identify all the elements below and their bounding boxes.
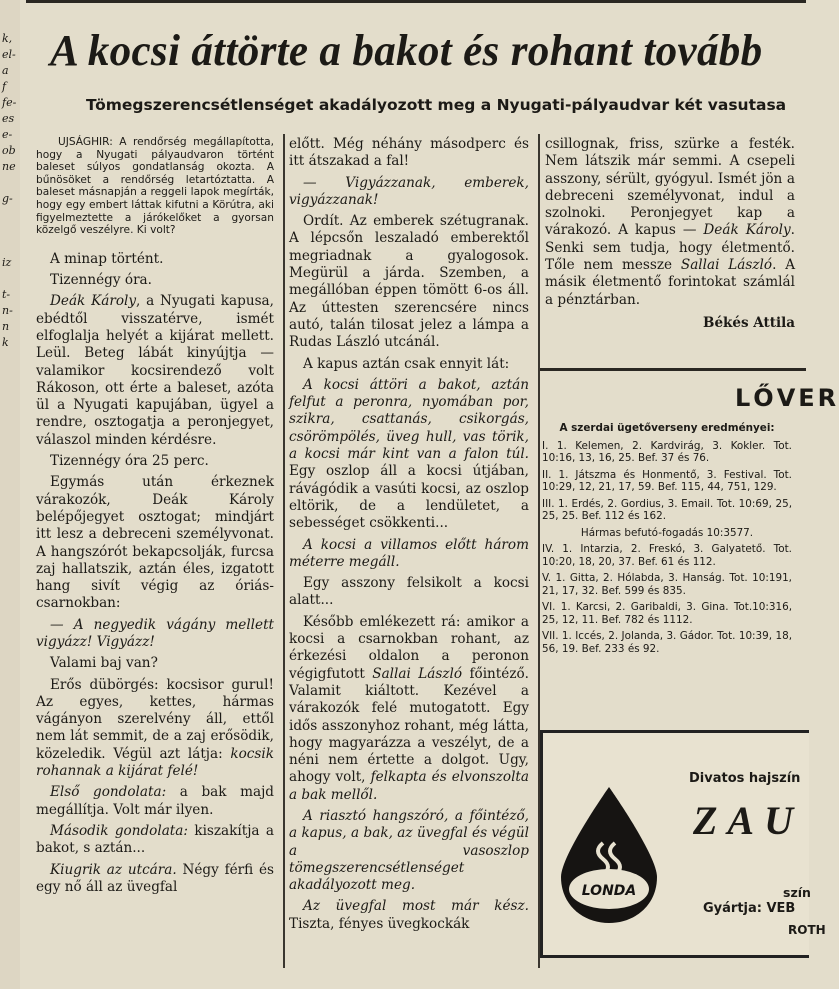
body-text: Tiszta, fényes üvegkockák xyxy=(289,915,470,932)
paragraph xyxy=(289,614,529,804)
paragraph xyxy=(36,862,274,897)
body-text: Erős dübörgés: kocsisor gurul! Az egyes, kettes, hármas vágányon szerelvény áll, ettől nem lát semmit, de a zaj erősödik, közeledik. Végül azt látja: xyxy=(36,676,274,762)
margin-fragment: k, xyxy=(2,32,13,45)
paragraph xyxy=(36,272,274,289)
emphasis-text: — Vigyázzanak, emberek, vigyázzanak! xyxy=(289,174,529,208)
body-text: előtt. Még néhány másodperc és itt átszakad a fal! xyxy=(289,136,529,170)
emphasis-text: kocsik rohannak a kijárat felé! xyxy=(36,745,274,780)
margin-fragment: f xyxy=(2,80,7,93)
emphasis-text: Kiugrik az utcára. xyxy=(50,861,177,878)
paragraph xyxy=(36,784,274,819)
body-text: Ordít. Az emberek szétugranak. A lépcsőn leszaladó emberektől megriadnak a gyalogosok. Megürül a járda. Szemben, a megállóban éppen tömött 6-os áll. Az úttesten szerencsére nincs autó, talán tilosat jelez a lámpa a Rudas László utcánál. xyxy=(289,213,529,351)
margin-fragment: ne xyxy=(2,160,16,173)
emphasis-text: Sallai László xyxy=(372,665,463,682)
section-rule xyxy=(540,368,806,371)
paragraph xyxy=(36,293,274,449)
paragraph xyxy=(36,453,274,470)
margin-fragment: a xyxy=(2,64,9,77)
body-text: a bak majd megállítja. Volt már ilyen. xyxy=(36,784,274,818)
top-rule xyxy=(26,0,806,3)
paragraph xyxy=(36,617,274,652)
emphasis-text: A kocsi áttöri a bakot, aztán felfut a peronra, nyomában por, szikra, csattanás, csikorgás, csörömpölés, üveg hull, vas törik, a kocsi már kint van a falon túl. xyxy=(289,376,529,463)
paragraph xyxy=(545,136,795,309)
emphasis-text: Első gondolata: xyxy=(50,784,167,801)
emphasis-text: Deák Károly xyxy=(703,222,791,239)
body-text: A kapus aztán csak ennyit lát: xyxy=(303,355,510,372)
race-result: Hármas befutó-fogadás 10:3577. xyxy=(580,526,754,539)
body-text: Egy oszlop áll a kocsi útjában, rávágódik a vasúti kocsi, az oszlop eltörik, de a lendületet, a sebességet csökkenti... xyxy=(289,463,529,532)
margin-fragment: e- xyxy=(2,128,13,141)
left-margin-strip xyxy=(0,0,20,989)
race-result: I. 1. Kelemen, 2. Kardvirág, 3. Kokler. Tot. 10:16, 13, 16, 25. Bef. 37 és 76. xyxy=(542,439,792,464)
emphasis-text: Sallai László xyxy=(680,257,773,274)
paragraph xyxy=(36,677,274,781)
emphasis-text: Deák Károly xyxy=(50,293,137,310)
margin-fragment: fe- xyxy=(2,96,17,109)
racing-intro: A szerdai ügetőverseny eredményei: xyxy=(559,422,775,434)
ad-tagline: Divatos hajszín xyxy=(689,771,801,786)
body-text: . A másik életmentő forintokat számlál a pénztárban. xyxy=(545,257,796,308)
ad-szin: szín xyxy=(783,885,811,900)
race-result: IV. 1. Intarzia, 2. Freskó, 3. Galyatető. Tot. 10:20, 18, 20, 37. Bef. 61 és 112. xyxy=(542,543,792,568)
ad-maker: Gyártja: VEB xyxy=(703,901,796,916)
column-1-body xyxy=(36,251,274,896)
margin-fragment: ob xyxy=(2,144,16,157)
subheadline: Tömegszerencsétlenséget akadályozott meg a Nyugati-pályaudvar két vasutasa xyxy=(86,96,787,114)
body-text: csillognak, friss, szürke a festék. Nem látszik már semmi. A csepeli asszony, sérült, gyógyul. Ismét jön a debreceni személyvonat, indul a szolnoki. Peronjegyet kap a várakozó. A kapus — xyxy=(545,136,795,239)
paragraph xyxy=(36,474,274,612)
headline: A kocsi áttörte a bakot és rohant tovább xyxy=(50,26,763,75)
londa-drop-logo-icon xyxy=(557,785,661,925)
racing-results xyxy=(542,422,792,659)
lead-paragraph xyxy=(36,136,274,237)
body-text: főintéző. Valamit kiáltott. Kezével a várakozók felé mutogatott. Egy idős asszonyhoz rohant, még látta, hogy magyarázza a veszélyt, de a néni nem értette a dolgot. Ugy, ahogy volt, xyxy=(289,665,529,786)
body-text: Tizennégy óra 25 perc. xyxy=(50,453,209,470)
emphasis-text: A riasztó hangszóró, a főintéző, a kapus, a bak, az üvegfal és végül a vasoszlop tömegszerencsétlenséget akadályozott meg. xyxy=(289,807,529,894)
body-text: kiszakítja a bakot, s aztán... xyxy=(36,822,274,857)
body-text: Négy férfi és egy nő áll az üvegfal xyxy=(36,861,275,895)
paragraph xyxy=(289,808,529,894)
body-text: Tizennégy óra. xyxy=(50,272,152,289)
paragraph xyxy=(36,655,274,672)
column-2 xyxy=(289,136,529,937)
paragraph xyxy=(36,251,274,268)
body-text: , a Nyugati kapusa, ebédtől visszatérve, ismét elfoglalja helyét a kijárat mellett. Leül. Beteg lábát kinyújtja — valamikor kocsirendező volt Rákoson, ott érte a baleset, azóta ül a Nyugati kapujában, ügyel a rendre, osztogatja a peronjegyet, válaszol minden kérdésre. xyxy=(36,293,274,448)
race-result: II. 1. Játszma és Honmentő, 3. Festival. Tot. 10:29, 12, 21, 17, 59. Bef. 115, 44, 751, 129. xyxy=(542,468,792,493)
paragraph xyxy=(289,136,529,171)
race-result: V. 1. Gitta, 2. Hólabda, 3. Hanság. Tot. 10:191, 21, 17, 32. Bef. 599 és 835. xyxy=(542,572,792,597)
body-text: A minap történt. xyxy=(50,250,164,267)
lead-text: UJSÁGHIR: A rendőrség megállapította, hogy a Nyugati pályaudvaron történt baleset súlyos gondatlanság okozta. A bűnösöket a rendőrség letartóztatta. A baleset másnapján a reggeli lapok megírták, hogy egy embert láttak kifutni a Körútra, aki figyelmeztette a járókelőket a gyorsan közelgő veszélyre. Ki volt? xyxy=(36,136,274,237)
column-1 xyxy=(36,136,274,900)
paragraph xyxy=(289,377,529,533)
emphasis-text: Az üvegfal most már kész. xyxy=(303,898,529,915)
paragraph xyxy=(289,213,529,351)
margin-fragment: iz xyxy=(2,256,12,269)
paragraph xyxy=(36,823,274,858)
margin-fragment: g- xyxy=(2,192,13,205)
race-result: VI. 1. Karcsi, 2. Garibaldi, 3. Gina. Tot.10:316, 25, 12, 11. Bef. 782 és 1112. xyxy=(542,601,792,626)
race-result: VII. 1. Iccés, 2. Jolanda, 3. Gádor. Tot. 10:39, 18, 56, 19. Bef. 233 és 92. xyxy=(542,630,792,655)
paragraph xyxy=(289,575,529,610)
body-text: Egy asszony felsikolt a kocsi alatt... xyxy=(289,575,529,609)
margin-fragment: n xyxy=(2,320,10,333)
emphasis-text: — A negyedik vágány mellett vigyázz! Vigyázz! xyxy=(36,616,274,650)
racing-section-title: LŐVER xyxy=(735,384,839,412)
paragraph xyxy=(289,898,529,933)
author-signature: Békés Attila xyxy=(703,314,795,331)
ad-roth: ROTH xyxy=(788,923,826,937)
advertisement xyxy=(540,730,826,958)
ad-brand: ZAU xyxy=(693,798,803,843)
margin-fragment: es xyxy=(2,112,15,125)
body-text: Később emlékezett rá: amikor a kocsi a csarnokban rohant, az érkezési oldalon a peronon végigfutott xyxy=(289,613,529,682)
body-text: Valami baj van? xyxy=(50,655,158,672)
race-result: III. 1. Erdés, 2. Gordius, 3. Email. Tot. 10:69, 25, 25, 25. Bef. 112 és 162. xyxy=(542,497,792,522)
column-3 xyxy=(545,136,795,332)
margin-fragment: el- xyxy=(2,48,16,61)
column-rule-1 xyxy=(283,134,285,968)
body-text: . Senki sem tudja, hogy életmentő. Tőle nem messze xyxy=(545,222,795,274)
body-text: Egymás után érkeznek várakozók, Deák Károly belépőjegyet osztogat; mindjárt itt lesz a debreceni személyvonat. A hangszórót bekapcsolják, furcsa zaj hallatszik, aztán éles, izgatott hang sivít végig az óriás-csarnokban: xyxy=(36,474,274,612)
londa-logo-text: LONDA xyxy=(581,883,637,899)
margin-fragment: n- xyxy=(2,304,13,317)
emphasis-text: A kocsi a villamos előtt három méterre megáll. xyxy=(289,536,529,570)
emphasis-text: felkapta és elvonszolta a bak mellől. xyxy=(289,769,530,803)
paragraph xyxy=(289,537,529,572)
margin-fragment: t- xyxy=(2,288,11,301)
paragraph xyxy=(289,175,529,210)
emphasis-text: Második gondolata: xyxy=(50,822,188,839)
paragraph xyxy=(289,356,529,373)
margin-fragment: k xyxy=(2,336,9,349)
